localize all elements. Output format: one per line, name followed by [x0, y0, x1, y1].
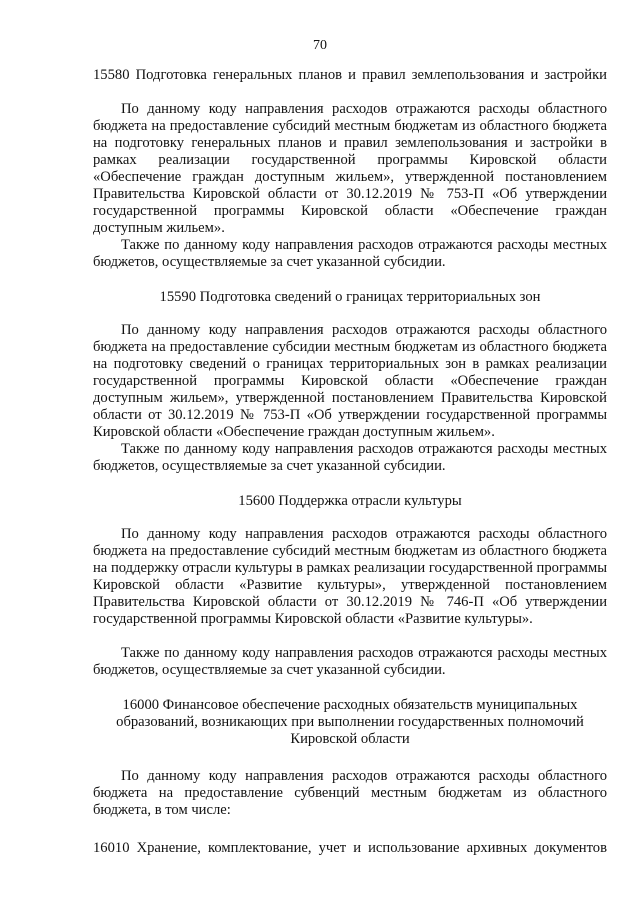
- section-heading-16000-line-3: Кировской области: [290, 731, 410, 747]
- paragraph-15600-also: Также по данному коду направления расходов отражаются расходы местных бюджетов, осуществляемые за счет указанной субсидии.: [93, 645, 607, 678]
- page-number: 70: [313, 38, 327, 53]
- paragraph-15590-also: Также по данному коду направления расходов отражаются расходы местных бюджетов, осуществляемые за счет указанной субсидии.: [93, 441, 607, 474]
- section-heading-15590: 15590 Подготовка сведений о границах территориальных зон: [159, 289, 541, 305]
- section-heading-16000-line-2: образований, возникающих при выполнении государственных полномочий: [116, 714, 584, 730]
- paragraph-15580-also: Также по данному коду направления расходов отражаются расходы местных бюджетов, осуществляемые за счет указанной субсидии.: [93, 237, 607, 270]
- paragraph-15580-main: По данному коду направления расходов отражаются расходы областного бюджета на предоставление субсидий местным бюджетам из областного бюджета на подготовку генеральных планов и правил землепользования и застройки в рамках реализации государственной программы Кировской области «Обеспечение граждан доступным жильем», утвержденной постановлением Правительства Кировской области от 30.12.2019 № 753-П «Об утверждении государственной программы Кировской области «Обеспечение граждан доступным жильем».: [93, 101, 607, 236]
- paragraph-15600-main: По данному коду направления расходов отражаются расходы областного бюджета на предоставление субсидий местным бюджетам из областного бюджета на поддержку отрасли культуры в рамках реализации государственной программы Кировской области «Развитие культуры», утвержденной постановлением Правительства Кировской области от 30.12.2019 № 746-П «Об утверждении государственной программы Кировской области «Развитие культуры».: [93, 526, 607, 627]
- section-heading-16000-line-1: 16000 Финансовое обеспечение расходных обязательств муниципальных: [122, 697, 578, 713]
- paragraph-16000-main: По данному коду направления расходов отражаются расходы областного бюджета на предоставление субвенций местным бюджетам из областного бюджета, в том числе:: [93, 768, 607, 818]
- section-heading-15600: 15600 Поддержка отрасли культуры: [238, 493, 462, 509]
- section-heading-16010: 16010 Хранение, комплектование, учет и использование архивных документов: [93, 840, 607, 856]
- section-heading-15580: 15580 Подготовка генеральных планов и правил землепользования и застройки: [93, 67, 607, 83]
- paragraph-15590-main: По данному коду направления расходов отражаются расходы областного бюджета на предоставление субсидии местным бюджетам из областного бюджета на подготовку сведений о границах территориальных зон в рамках реализации государственной программы Кировской области «Обеспечение граждан доступным жильем», утвержденной постановлением Правительства Кировской области от 30.12.2019 № 753-П «Об утверждении государственной программы Кировской области «Обеспечение граждан доступным жильем».: [93, 322, 607, 440]
- section-heading-16000: [93, 697, 607, 748]
